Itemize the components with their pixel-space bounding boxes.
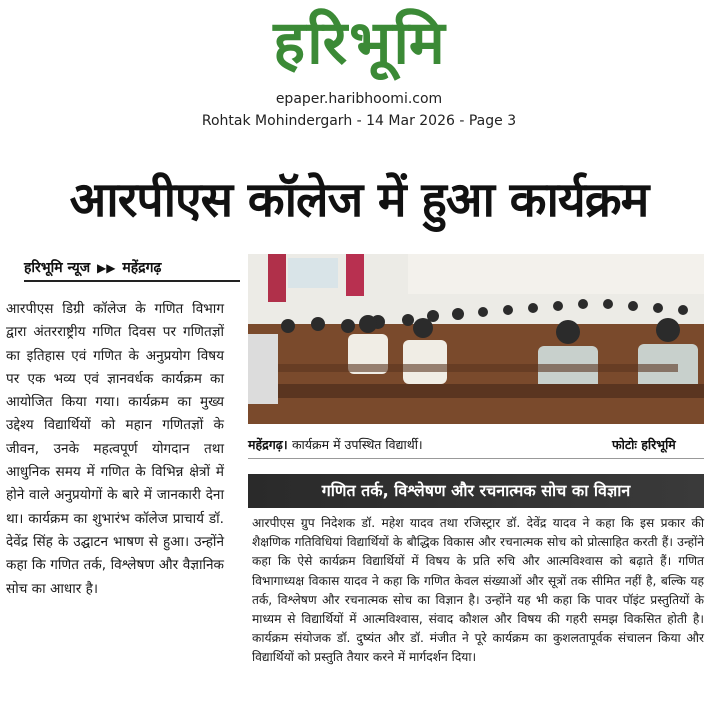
epaper-url[interactable]: epaper.haribhoomi.com: [275, 91, 443, 107]
article-body-left: आरपीएस डिग्री कॉलेज के गणित विभाग द्वारा अंतरराष्ट्रीय गणित दिवस पर गणितज्ञों का इतिहास एवं गणित के अनुप्रयोग विषय पर एक भव्य एवं ज्ञानवर्धक कार्यक्रम का आयोजित किया गया। कार्यक्रम का मुख्य उद्देश्य विद्यार्थियों को महान गणितज्ञों के जीवन, उनके महत्वपूर्ण योगदान तथा आधुनिक समय में गणित के विभिन्न क्षेत्रों में होने वाले अनुप्रयोगों के बारे में जानकारी देना था। कार्यक्रम का शुभारंभ कॉलेज प्राचार्य डॉ. देवेंद्र सिंह के उद्घाटन भाषण से हुआ। उन्होंने कहा कि गणित तर्क, विश्लेषण और वैज्ञानिक सोच का आधार है।: [6, 301, 224, 597]
event-photo: [248, 254, 704, 424]
students-in-classroom-image: [248, 254, 704, 424]
byline-arrows-icon: ▶▶: [97, 261, 116, 275]
byline-source: हरिभूमि न्यूज: [24, 260, 91, 276]
caption-divider: [248, 458, 704, 459]
article-body-right: आरपीएस ग्रुप निदेशक डॉ. महेश यादव तथा रजिस्ट्रार डॉ. देवेंद्र यादव ने कहा कि इस प्रकार की शैक्षणिक गतिविधियां विद्यार्थियों के बौद्धिक विकास और रचनात्मक सोच को प्रोत्साहित करती हैं। उन्होंने कहा कि ऐसे कार्यक्रम विद्यार्थियों में विषय के प्रति रुचि और आत्मविश्वास को बढ़ाते हैं। गणित विभागाध्यक्ष विकास यादव ने कहा कि गणित केवल संख्याओं और सूत्रों तक सीमित नहीं है, बल्कि यह तर्क, विश्लेषण और रचनात्मक सोच का विज्ञान है। उन्होंने यह भी कहा कि पावर पॉइंट प्रस्तुतियों के माध्यम से विद्यार्थियों में आत्मविश्वास, संवाद कौशल और विषय की गहरी समझ विकसित होती है। कार्यक्रम संयोजक डॉ. दुष्यंत और डॉ. मंजीत ने पूरे कार्यक्रम का कुशलतापूर्वक संचालन किया और विद्यार्थियों को प्रस्तुति तैयार करने में मार्गदर्शन दिया।: [252, 516, 704, 665]
photo-caption-text: कार्यक्रम में उपस्थित विद्यार्थी।: [291, 437, 423, 452]
edition-info: Rohtak Mohindergarh - 14 Mar 2026 - Page 3: [201, 113, 517, 129]
photo-credit: फोटोः हरिभूमि: [612, 437, 676, 452]
byline-place: महेंद्रगढ़: [122, 260, 162, 276]
article-subhead: गणित तर्क, विश्लेषण और रचनात्मक सोच का विज्ञान: [248, 474, 704, 508]
photo-caption-place: महेंद्रगढ़।: [248, 437, 288, 452]
photo-caption: [248, 436, 423, 453]
masthead: [0, 0, 718, 134]
article-headline: आरपीएस कॉलेज में हुआ कार्यक्रम: [69, 172, 649, 228]
haribhoomi-logo[interactable]: हरिभूमि: [273, 8, 447, 78]
byline: [24, 258, 240, 282]
